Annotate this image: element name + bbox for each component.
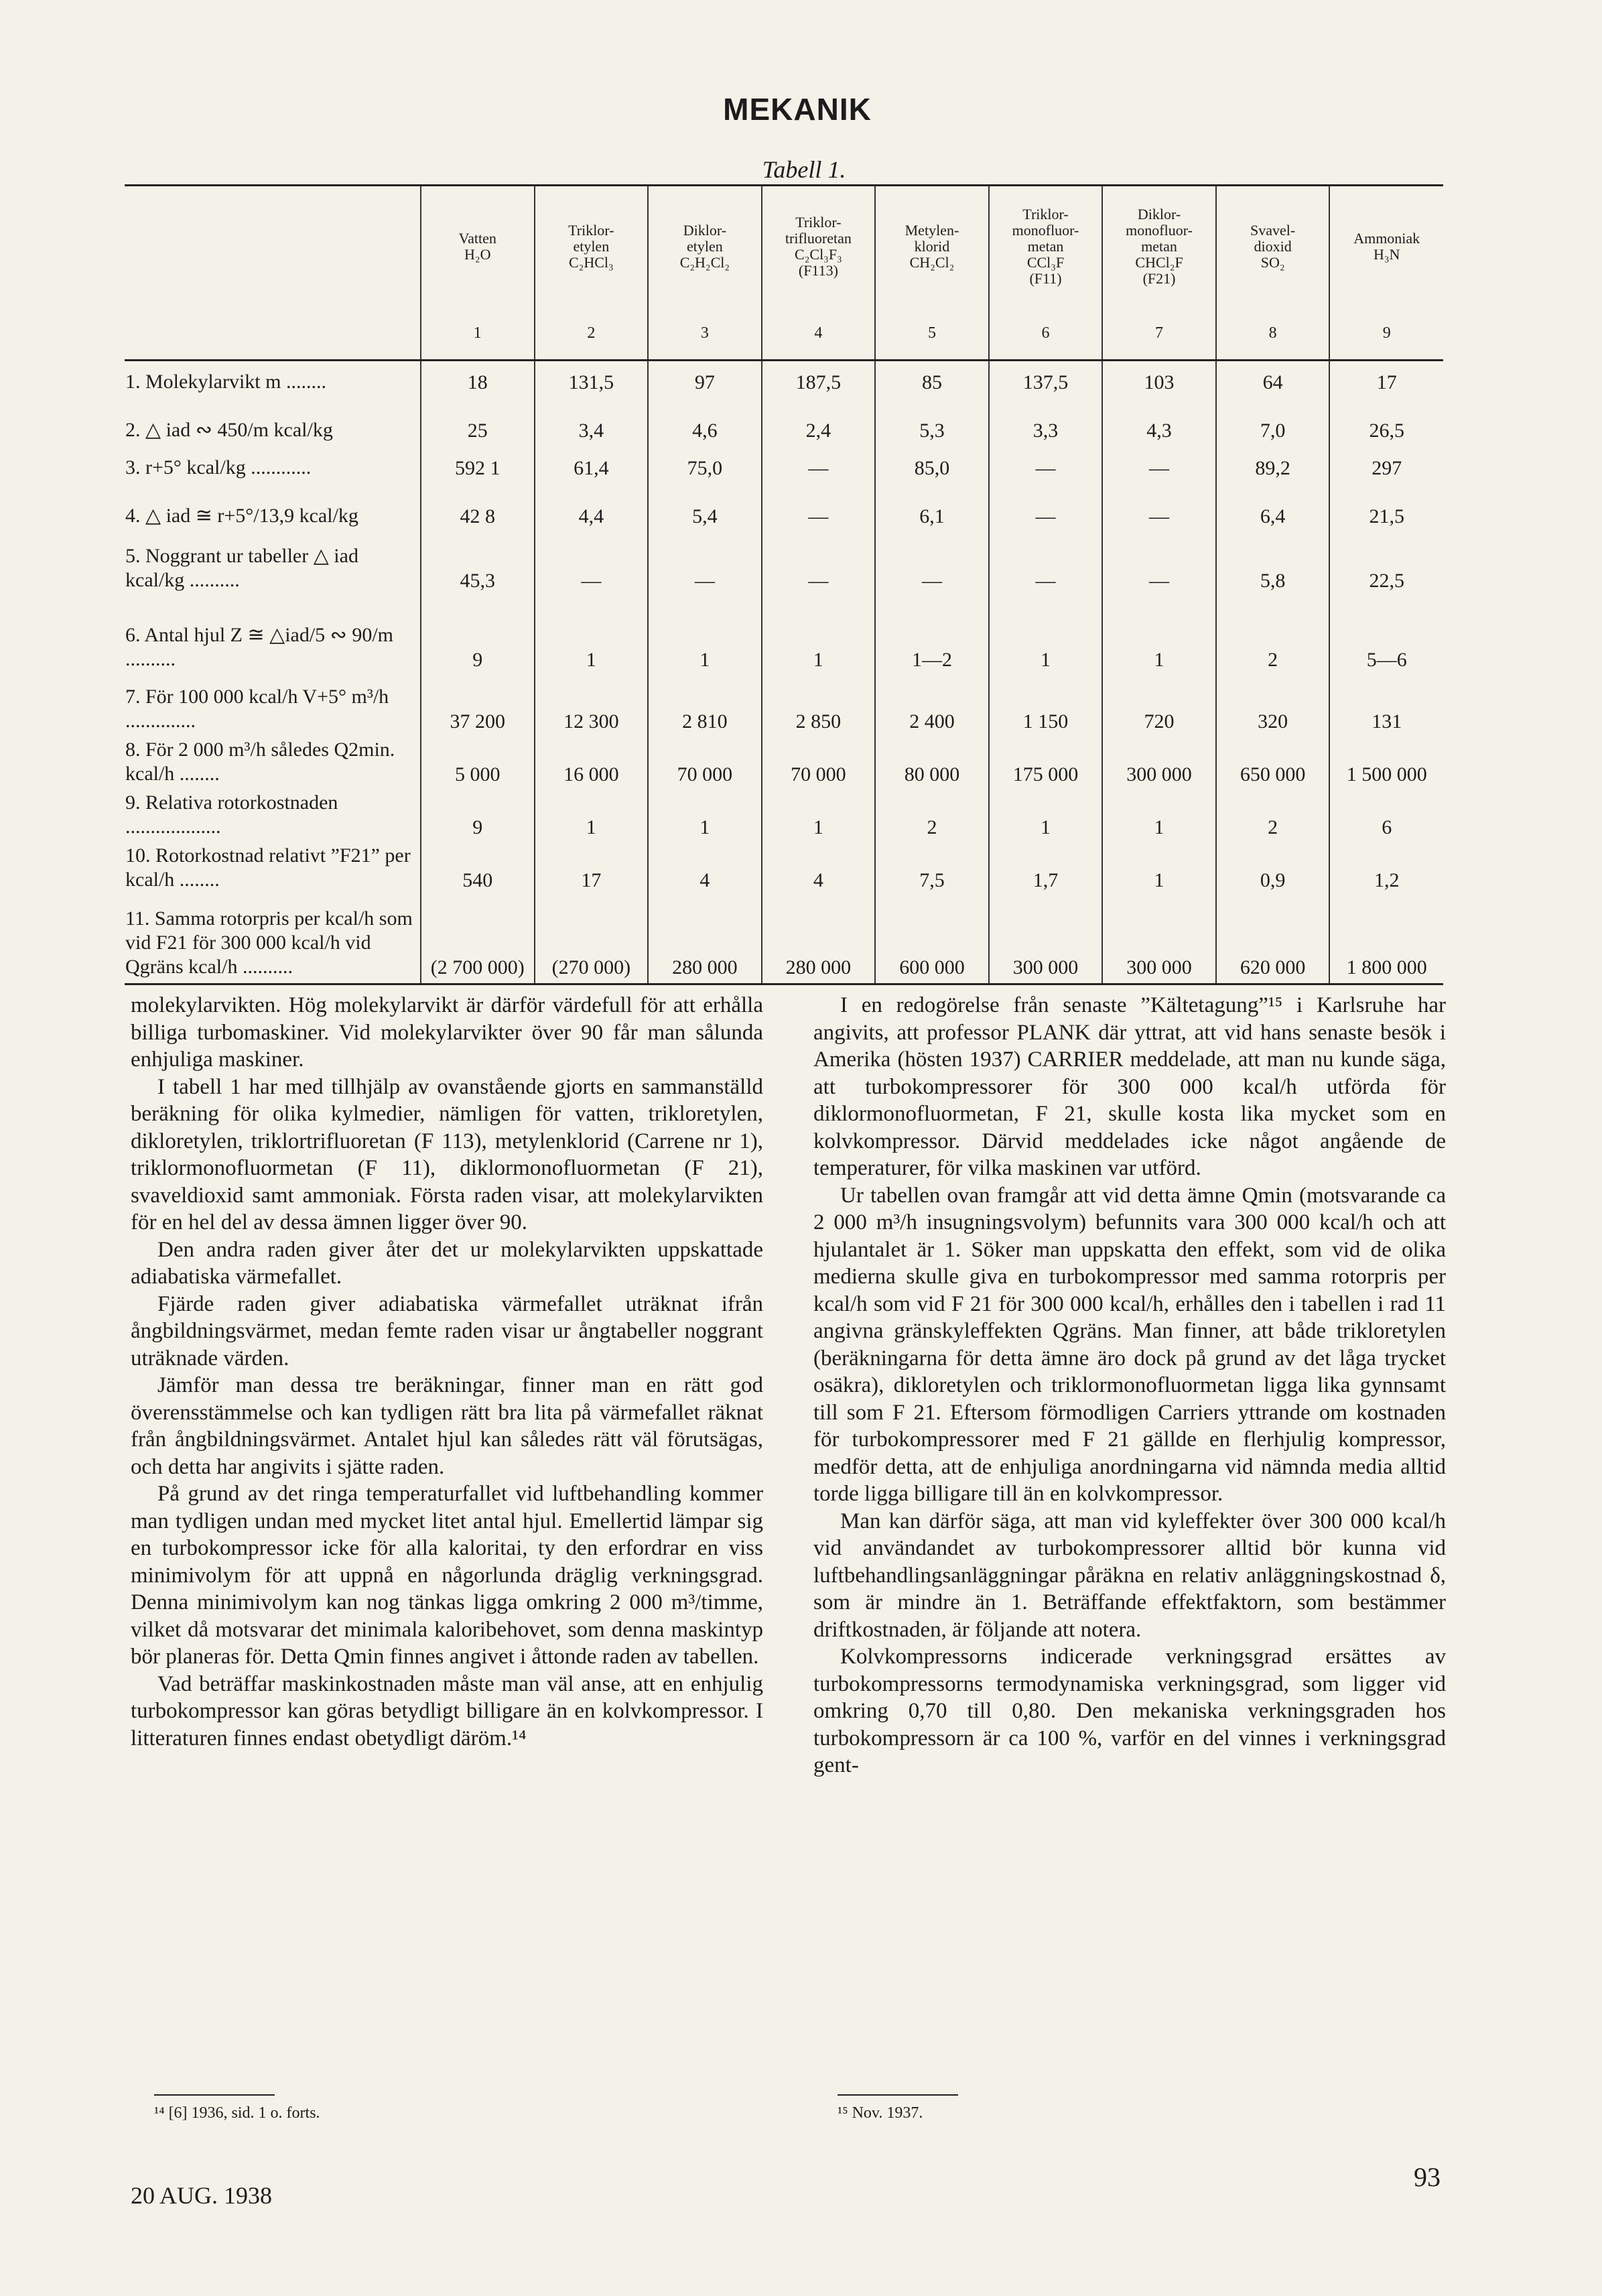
section-title: MEKANIK — [723, 92, 872, 127]
table-header-row — [125, 186, 1443, 308]
table-cell: 4,6 — [648, 398, 762, 446]
table-cell: 16 000 — [535, 737, 649, 790]
row-label: 3. r+5° kcal/kg ............ — [125, 456, 312, 479]
row-label: 4. △ iad ≅ r+5°/13,9 kcal/kg — [125, 504, 358, 527]
table-cell: 7,5 — [875, 843, 989, 896]
table-cell: 297 — [1329, 446, 1443, 484]
table-cell: 70 000 — [762, 737, 876, 790]
table-cell: — — [762, 446, 876, 484]
table-cell: 61,4 — [535, 446, 649, 484]
table-cell: 25 — [421, 398, 535, 446]
column-number: 3 — [648, 307, 762, 361]
table-cell: 70 000 — [648, 737, 762, 790]
table-cell: 85,0 — [875, 446, 989, 484]
column-number-row — [125, 307, 1443, 361]
right-text-column — [813, 992, 1446, 1779]
table-cell: 2 — [1216, 790, 1330, 843]
table-cell: 2 400 — [875, 676, 989, 737]
table-cell: 540 — [421, 843, 535, 896]
table-cell: 1 — [648, 790, 762, 843]
table-cell: 720 — [1102, 676, 1216, 737]
table-cell: — — [648, 532, 762, 596]
table-cell: 37 200 — [421, 676, 535, 737]
table-cell: 2 — [875, 790, 989, 843]
table-cell: — — [989, 532, 1103, 596]
table-cell: 1—2 — [875, 596, 989, 676]
table-row — [125, 484, 1443, 532]
table-cell: 6,1 — [875, 484, 989, 532]
table-cell: 300 000 — [1102, 737, 1216, 790]
footnote-rule — [154, 2094, 275, 2096]
table-cell: 26,5 — [1329, 398, 1443, 446]
column-number: 7 — [1102, 307, 1216, 361]
table-cell: 1,7 — [989, 843, 1103, 896]
issue-date: 20 AUG. 1938 — [131, 2182, 273, 2209]
table-cell: 1 — [1102, 596, 1216, 676]
column-header: Triklor- trifluoretan C₂Cl₃F₃ (F113) — [762, 186, 876, 308]
table-cell: 5,8 — [1216, 532, 1330, 596]
table-cell: 1 — [989, 790, 1103, 843]
table-cell: 1 500 000 — [1329, 737, 1443, 790]
column-number: 1 — [421, 307, 535, 361]
table-cell: 17 — [1329, 361, 1443, 398]
table-cell: 4 — [762, 843, 876, 896]
table-cell: 103 — [1102, 361, 1216, 398]
table-cell: 1 — [535, 790, 649, 843]
footnote-14: ¹⁴ [6] 1936, sid. 1 o. forts. — [154, 2104, 320, 2122]
table-row — [125, 398, 1443, 446]
column-header: Diklor- monofluor- metan CHCl₂F (F21) — [1102, 186, 1216, 308]
table-cell: — — [989, 446, 1103, 484]
table-cell: 131 — [1329, 676, 1443, 737]
column-header: Triklor- monofluor- metan CCl₃F (F11) — [989, 186, 1103, 308]
table-row — [125, 676, 1443, 737]
paragraph: På grund av det ringa temperaturfallet vid luftbehandling kommer man tydligen undan med mycket litet antal hjul. Emellertid lämpar sig en turbokompressor icke för alla kaloritai, ty den erfordrar en viss minimivolym för att uppnå en någorlunda dräglig verkningsgrad. Denna minimivolym kan nog tänkas ligga omkring 2 000 m³/timme, vilket då motsvarar det minimala kaloribehovet, som denna maskintyp bör planeras för. Detta Qmin finnes angivet i åttonde raden av tabellen. — [131, 1482, 763, 1669]
table-cell: 1 — [989, 596, 1103, 676]
column-number: 5 — [875, 307, 989, 361]
paragraph: molekylarvikten. Hög molekylarvikt är därför värdefull för att erhålla billiga turbomaskiner. Vid molekylarvikter över 90 får man sålunda enhjuliga maskiner. — [131, 993, 763, 1072]
row-label: 11. Samma rotorpris per kcal/h som vid F21 för 300 000 kcal/h vid Qgräns kcal/h .......... — [125, 896, 421, 984]
table-cell: 5—6 — [1329, 596, 1443, 676]
row-label: 5. Noggrant ur tabeller △ iad kcal/kg .......... — [125, 544, 358, 591]
paragraph: Ur tabellen ovan framgår att vid detta ämne Qmin (motsvarande ca 2 000 m³/h insugningsvolym) befunnits vara 300 000 kcal/h och att hjulantalet är 1. Söker man uppskatta den effekt, som vid de olika medierna skulle giva en turbokompressor med samma rotorpris per kcal/h som vid F 21 för 300 000 kcal/h, erhålles den i tabellen i rad 11 angivna gränskyleffekten Qgräns. Man finner, att både trikloretylen (beräkningarna för detta ämne äro dock på grund av det låga trycket osäkra), dikloretylen och triklormonofluormetan ligga lika gynnsamt till som F 21. Eftersom förmodligen Carriers yttrande om kostnaden för turbokompressorer med F 21 gällde en flerhjulig kompressor, medför detta, att de enhjuliga anordningarna vid nämnda media alltid torde ligga billigare till än en kolvkompressor. — [813, 1183, 1446, 1506]
row-label: 1. Molekylarvikt m ........ — [125, 370, 326, 393]
table-cell: (270 000) — [535, 896, 649, 984]
table-cell: 85 — [875, 361, 989, 398]
column-number: 8 — [1216, 307, 1330, 361]
table-cell: 45,3 — [421, 532, 535, 596]
column-header-label — [125, 186, 421, 308]
paragraph: Kolvkompressorns indicerade verkningsgrad ersättes av turbokompressorns termodynamiska verkningsgrad, som ligger vid omkring 0,70 till 0,80. Den mekaniska verkningsgraden hos turbokompressorn är ca 100 %, varför en del vinnes i verkningsgrad gent- — [813, 1645, 1446, 1777]
table-cell: 97 — [648, 361, 762, 398]
paragraph: Fjärde raden giver adiabatiska värmefallet uträknat ifrån ångbildningsvärmet, medan femte raden visar ur ångtabeller noggrant uträknade värden. — [131, 1291, 763, 1370]
column-number: 6 — [989, 307, 1103, 361]
table-cell: 2,4 — [762, 398, 876, 446]
row-label: 6. Antal hjul Z ≅ △iad/5 ∾ 90/m .......... — [125, 623, 393, 670]
table-cell: 131,5 — [535, 361, 649, 398]
table-cell: 650 000 — [1216, 737, 1330, 790]
table-cell: — — [762, 484, 876, 532]
column-number: 2 — [535, 307, 649, 361]
paragraph: Vad beträffar maskinkostnaden måste man väl anse, att en enhjulig turbokompressor kan göras betydligt billigare än en kolvkompressor. I litteraturen finnes endast obetydligt däröm.¹⁴ — [131, 1671, 763, 1750]
column-header: Svavel- dioxid SO₂ — [1216, 186, 1330, 308]
table-cell: 5 000 — [421, 737, 535, 790]
table-cell: — — [535, 532, 649, 596]
table-cell: 5,3 — [875, 398, 989, 446]
table-cell: 21,5 — [1329, 484, 1443, 532]
paragraph: I tabell 1 har med tillhjälp av ovanstående gjorts en sammanställd beräkning för olika kylmedier, nämligen för vatten, trikloretylen, dikloretylen, triklortrifluoretan (F 113), metylenklorid (Carrene nr 1), triklormonofluormetan (F 11), diklormonofluormetan (F 21), svaveldioxid samt ammoniak. Första raden visar, att molekylarvikten för en hel del av dessa ämnen ligger över 90. — [131, 1074, 763, 1234]
table-cell: 3,4 — [535, 398, 649, 446]
table-row — [125, 790, 1443, 843]
table-cell: 600 000 — [875, 896, 989, 984]
table-cell: 2 810 — [648, 676, 762, 737]
row-label: 10. Rotorkostnad relativt ”F21” per kcal/h ........ — [125, 844, 411, 891]
footnote-15: ¹⁵ Nov. 1937. — [838, 2104, 923, 2122]
table-title: Tabell 1. — [762, 156, 846, 183]
table-cell: 9 — [421, 596, 535, 676]
table-row — [125, 532, 1443, 596]
table-row — [125, 843, 1443, 896]
table-cell: 4 — [648, 843, 762, 896]
table-row — [125, 446, 1443, 484]
table-cell: 1 — [648, 596, 762, 676]
table-cell: 1,2 — [1329, 843, 1443, 896]
paragraph: I en redogörelse från senaste ”Kältetagung”¹⁵ i Karlsruhe har angivits, att professor PLANK där yttrat, att vid hans senaste besök i Amerika (hösten 1937) CARRIER meddelade, att man nu kunde säga, att turbokompressorer för 300 000 kcal/h utförda för diklormonofluormetan, F 21, skulle kosta lika mycket som en kolvkompressor. Därvid meddelades icke något angående de temperaturer, för vilka maskinen var utförd. — [813, 993, 1446, 1180]
row-label: 2. △ iad ∾ 450/m kcal/kg — [125, 418, 333, 441]
table-cell: 2 850 — [762, 676, 876, 737]
table-cell: — — [875, 532, 989, 596]
table-cell: 1 — [1102, 790, 1216, 843]
column-header: Vatten H₂O — [421, 186, 535, 308]
column-number: 4 — [762, 307, 876, 361]
table-cell: 12 300 — [535, 676, 649, 737]
table-cell: 137,5 — [989, 361, 1103, 398]
table-row — [125, 896, 1443, 984]
table-cell: 6 — [1329, 790, 1443, 843]
table-cell: 280 000 — [762, 896, 876, 984]
table-cell: — — [1102, 532, 1216, 596]
column-header: Diklor- etylen C₂H₂Cl₂ — [648, 186, 762, 308]
table-cell: 18 — [421, 361, 535, 398]
table-cell: 3,3 — [989, 398, 1103, 446]
table-cell: 0,9 — [1216, 843, 1330, 896]
table-cell: 64 — [1216, 361, 1330, 398]
table-cell: 7,0 — [1216, 398, 1330, 446]
row-label: 9. Relativa rotorkostnaden ................... — [125, 791, 338, 838]
paragraph: Man kan därför säga, att man vid kyleffekter över 300 000 kcal/h vid användandet av turbokompressorer alltid bör kunna vid luftbehandlingsanläggningar påräkna en relativ anläggningskostnad δ, som är mindre än 1. Beträffande effektfaktorn, som bestämmer driftkostnaden, är följande att notera. — [813, 1509, 1446, 1642]
table-body — [125, 361, 1443, 984]
paragraph: Jämför man dessa tre beräkningar, finner man en rätt god överensstämmelse och kan tydligen rätt bra lita på värmefallet räknat från ångbildningsvärmet. Antalet hjul kan således rätt väl förutsägas, och detta har angivits i sjätte raden. — [131, 1373, 763, 1479]
column-header: Triklor- etylen C₂HCl₃ — [535, 186, 649, 308]
row-label: 7. För 100 000 kcal/h V+5° m³/h .............. — [125, 685, 389, 732]
table-cell: 300 000 — [989, 896, 1103, 984]
table-cell: 89,2 — [1216, 446, 1330, 484]
data-table — [125, 184, 1443, 978]
table-cell: — — [1102, 446, 1216, 484]
page-number: 93 — [1414, 2162, 1441, 2192]
table-cell: — — [989, 484, 1103, 532]
table-cell: 1 — [762, 790, 876, 843]
table-cell: — — [762, 532, 876, 596]
table-row — [125, 361, 1443, 398]
table-cell: 1 — [1102, 843, 1216, 896]
table-cell: 5,4 — [648, 484, 762, 532]
table-cell: 320 — [1216, 676, 1330, 737]
table-cell: 75,0 — [648, 446, 762, 484]
table-cell: 9 — [421, 790, 535, 843]
table-cell: 620 000 — [1216, 896, 1330, 984]
table-cell: 175 000 — [989, 737, 1103, 790]
table-cell: 1 150 — [989, 676, 1103, 737]
table-row — [125, 596, 1443, 676]
table-cell: 280 000 — [648, 896, 762, 984]
table-cell: 1 — [762, 596, 876, 676]
left-text-column — [131, 992, 763, 1752]
column-header: Ammoniak H₃N — [1329, 186, 1443, 308]
table-cell: 4,3 — [1102, 398, 1216, 446]
table-cell: 1 800 000 — [1329, 896, 1443, 984]
table-cell: 22,5 — [1329, 532, 1443, 596]
table-cell: 80 000 — [875, 737, 989, 790]
table-cell: 300 000 — [1102, 896, 1216, 984]
table-row — [125, 737, 1443, 790]
row-label: 8. För 2 000 m³/h således Q2min. kcal/h ........ — [125, 738, 395, 785]
table-cell: 42 8 — [421, 484, 535, 532]
table-cell: 187,5 — [762, 361, 876, 398]
table-cell: — — [1102, 484, 1216, 532]
column-number: 9 — [1329, 307, 1443, 361]
table-cell: 4,4 — [535, 484, 649, 532]
paragraph: Den andra raden giver åter det ur molekylarvikten uppskattade adiabatiska värmefallet. — [131, 1237, 763, 1289]
table-cell: 2 — [1216, 596, 1330, 676]
column-header: Metylen- klorid CH₂Cl₂ — [875, 186, 989, 308]
table-cell: 592 1 — [421, 446, 535, 484]
table-cell: (2 700 000) — [421, 896, 535, 984]
table-cell: 17 — [535, 843, 649, 896]
footnote-rule — [838, 2094, 958, 2096]
table-cell: 6,4 — [1216, 484, 1330, 532]
table-cell: 1 — [535, 596, 649, 676]
